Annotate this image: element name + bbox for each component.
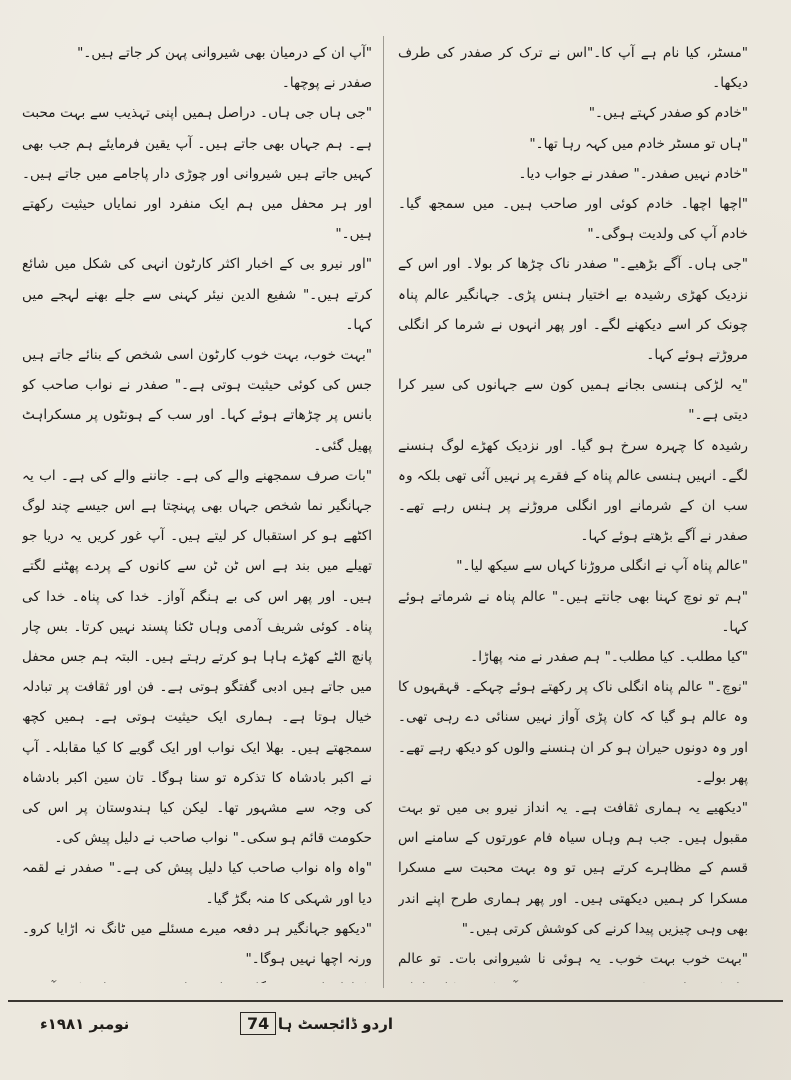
paragraph: "اچھا اچھا۔ خادم کوئی اور صاحب ہیں۔ میں سمجھ گیا۔ خادم آپ کی ولدیت ہوگی۔" xyxy=(398,196,748,243)
paragraph: "جی ہاں۔ آگے بڑھیے۔" صفدر ناک چڑھا کر بولا۔ اور اس کے نزدیک کھڑی رشیدہ بے اختیار ہنس پڑی۔ جہانگیر عالم پناہ چونک کر اسے دیکھنے لگے۔ اور پھر انہوں نے شرما کر انگلی مروڑتے ہوئے کہا۔ xyxy=(398,256,748,364)
paragraph: "بات صرف سمجھنے والے کی ہے۔ جاننے والے کی ہے۔ اب یہ جہانگیر نما شخص جہاں بھی پہنچتا ہے اس جیسے چند لوگ اکٹھے ہو کر استقبال کر لیتے ہیں۔ آپ غور کریں یہ دریا جو تھیلے میں بند ہے اس ٹن ٹن سے کانوں کے پردے پھٹنے لگتے ہیں۔ اور پھر اس کی بے ہنگم آواز۔ خدا کی پناہ۔ خدا کی پناہ۔ کوئی شریف آدمی وہاں ٹکنا پسند نہیں کرتا۔ بس چار پانچ الٹے کھڑے ہاہا ہو کرتے رہتے ہیں۔ البتہ ہم جس محفل میں جاتے ہیں ادبی گفتگو ہوتی ہے۔ فن اور ثقافت پر تبادلہ خیال ہوتا ہے۔ ہماری ایک حیثیت ہوتی ہے۔ ہمیں کچھ سمجھتے ہیں۔ بھلا ایک نواب اور ایک گویے کا کیا مقابلہ۔ آپ نے اکبر بادشاہ کا تذکرہ تو سنا ہوگا۔ تان سین اکبر بادشاہ کی وجہ سے مشہور تھا۔ لیکن کیا ہندوستان پر اس کی حکومت قائم ہو سکی۔" نواب صاحب نے دلیل پیش کی۔ xyxy=(22,467,372,847)
page-footer xyxy=(0,1012,791,1042)
footer-rule xyxy=(8,1000,783,1002)
paragraph: "جی ہاں جی ہاں۔ دراصل ہمیں اپنی تہذیب سے بہت محبت ہے۔ ہم جہاں بھی جاتے ہیں۔ آپ یقین فرمایئے ہم جب بھی کہیں جاتے ہیں شیروانی اور چوڑی دار پاجامے میں جاتے ہیں۔ اور ہر محفل میں ہم ایک منفرد اور نمایاں حیثیت رکھتے ہیں۔" xyxy=(22,105,372,243)
paragraph: "عالم پناہ آپ نے انگلی مروڑنا کہاں سے سیکھ لیا۔" xyxy=(456,558,748,575)
text-column-left xyxy=(22,38,372,983)
paragraph: "بہت خوب، بہت خوب کارٹون اسی شخص کے بنائے جاتے ہیں جس کی کوئی حیثیت ہوتی ہے۔" صفدر نے نواب صاحب کو بانس پر چڑھاتے ہوئے کہا۔ اور سب کے ہونٹوں پر مسکراہٹ پھیل گئی۔ xyxy=(22,347,372,454)
issue-date: نومبر ۱۹۸۱ء xyxy=(40,1015,130,1033)
text-column-right xyxy=(398,38,748,983)
column-divider xyxy=(383,36,384,988)
paragraph: "واہ واہ نواب صاحب کیا دلیل پیش کی ہے۔" صفدر نے لقمہ دیا اور شہکی کا منہ بگڑ گیا۔ xyxy=(22,860,372,907)
paragraph: "آپ ان کے درمیان بھی شیروانی پہن کر جاتے ہیں۔" xyxy=(77,45,372,61)
paragraph: "ہاں تو مسٹر خادم میں کہہ رہا تھا۔" xyxy=(529,135,748,152)
magazine-title: اردو ڈائجسٹ ہا xyxy=(277,1015,393,1033)
paragraph xyxy=(22,974,372,983)
paragraph: صفدر نے پوچھا۔ xyxy=(281,75,372,92)
paragraph: "اور نیرو بی کے اخبار اکثر کارٹون انہی کی شکل میں شائع کرتے ہیں۔" شفیع الدین نیئر کہنی سے جلے بھنے لہجے میں کہا۔ xyxy=(22,256,372,333)
page-number: 74 xyxy=(240,1012,276,1035)
paragraph: "کیا مطلب۔ کیا مطلب۔" ہم صفدر نے منہ پھاڑا۔ xyxy=(470,649,748,666)
paragraph: "مسٹر، کیا نام ہے آپ کا۔"اس نے ترک کر صفدر کی طرف دیکھا۔ xyxy=(398,45,748,92)
paragraph: "دیکھیے یہ ہماری ثقافت ہے۔ یہ انداز نیرو بی میں تو بہت مقبول ہیں۔ جب ہم وہاں سیاہ فام عورتوں کے سامنے اس قسم کے مظاہرے کرتے ہیں تو وہ بہت محبت سے مسکرا مسکرا کر ہمیں دیکھتی ہیں۔ اور پھر ہماری طرح اپنے اندر بھی وہی چیزیں پیدا کرنے کی کوشش کرتی ہیں۔" xyxy=(398,800,748,937)
paragraph: "خادم نہیں صفدر۔" صفدر نے جواب دیا۔ xyxy=(518,165,748,182)
paragraph: "بہت خوب بہت خوب۔ یہ ہوئی نا شیروانی بات۔ تو عالم xyxy=(398,951,748,968)
paragraph: رشیدہ کا چہرہ سرخ ہو گیا۔ اور نزدیک کھڑے لوگ ہنسنے لگے۔ انہیں ہنسی عالم پناہ کے فقرے پر نہیں آئی تھی بلکہ وہ سب ان کے شرمانے اور انگلی مروڑنے پر ہنس رہے تھے۔ صفدر نے آگے بڑھتے ہوئے کہا۔ xyxy=(398,437,748,545)
paragraph: "دیکھو جہانگیر ہر دفعہ میرے مسئلے میں ٹانگ نہ اڑایا کرو۔ ورنہ اچھا نہیں ہوگا۔" xyxy=(22,920,372,968)
paragraph: "ہم تو نوچ کہنا بھی جانتے ہیں۔" عالم پناہ نے شرماتے ہوئے کہا۔ xyxy=(398,588,748,635)
paragraph: "نوچ۔" عالم پناہ انگلی ناک پر رکھتے ہوئے چہکے۔ قہقہوں کا وہ عالم ہو گیا کہ کان پڑی آواز نہیں سنائی دے رہی تھی۔ اور وہ دونوں حیران ہو کر ان ہنسنے والوں کو دیکھ رہے تھے۔ پھر بولے۔ xyxy=(398,679,748,786)
paragraph: "خادم کو صفدر کہتے ہیں۔" xyxy=(588,105,748,122)
paragraph: "یہ لڑکی ہنسی بجانے ہمیں کون سے جہانوں کی سیر کرا دیتی ہے۔" xyxy=(398,377,748,424)
